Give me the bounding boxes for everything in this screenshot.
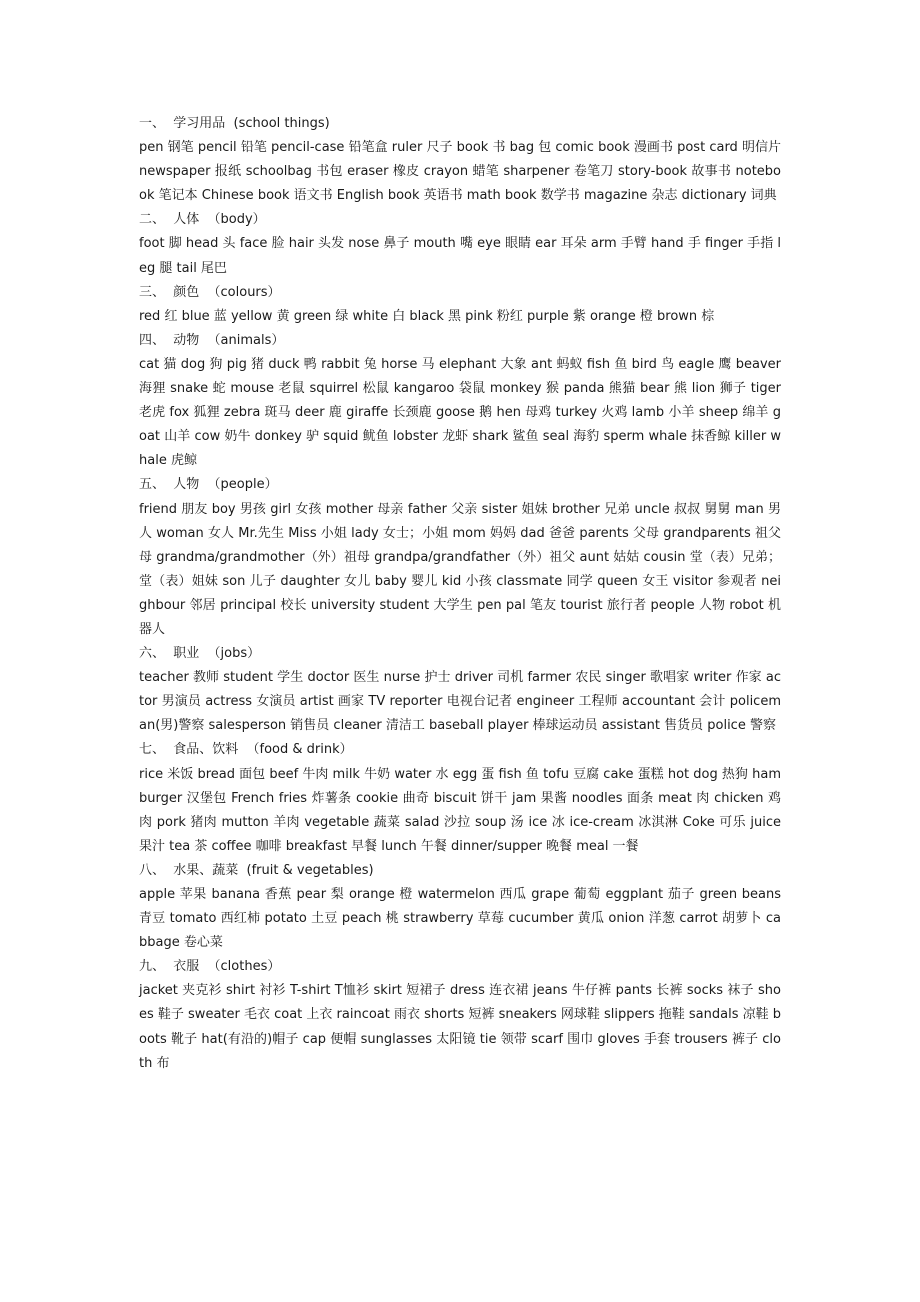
section-heading: 三、 颜色 （colours） (139, 284, 281, 300)
section-animals (139, 329, 781, 474)
section-body-parts (139, 208, 781, 280)
section-heading: 九、 衣服 （clothes） (139, 959, 281, 975)
section-heading: 八、 水果、蔬菜 (fruit & vegetables) (139, 862, 374, 878)
section-body: friend 朋友 boy 男孩 girl 女孩 mother 母亲 father 父亲 sister 姐妹 brother 兄弟 uncle 叔叔 舅舅 man 男人 woman 女人 Mr.先生 Miss 小姐 lady 女士；小姐 mom 妈妈 dad 爸爸 parents 父母 grandparents 祖父母 grandma/grandmother（外）祖母 grandpa/grandfather（外）祖父 aunt 姑姑 cousin 堂（表）兄弟；堂（表）姐妹 son 儿子 daughter 女儿 baby 婴儿 kid 小孩 classmate 同学 queen 女王 visitor 参观者 neighbour 邻居 principal 校长 university student 大学生 pen pal 笔友 tourist 旅行者 people 人物 robot 机器人 (139, 501, 781, 637)
section-heading: 四、 动物 （animals） (139, 332, 285, 348)
section-jobs (139, 642, 781, 738)
section-heading: 六、 职业 （jobs） (139, 646, 261, 662)
section-heading: 五、 人物 （people） (139, 477, 278, 493)
section-body: apple 苹果 banana 香蕉 pear 梨 orange 橙 watermelon 西瓜 grape 葡萄 eggplant 茄子 green beans 青豆 tomato 西红柿 potato 土豆 peach 桃 strawberry 草莓 cucumber 黄瓜 onion 洋葱 carrot 胡萝卜 cabbage 卷心菜 (139, 887, 781, 951)
section-clothes (139, 955, 781, 1075)
section-body: cat 猫 dog 狗 pig 猪 duck 鸭 rabbit 兔 horse 马 elephant 大象 ant 蚂蚁 fish 鱼 bird 鸟 eagle 鹰 beaver 海狸 snake 蛇 mouse 老鼠 squirrel 松鼠 kangaroo 袋鼠 monkey 猴 panda 熊猫 bear 熊 lion 狮子 tiger 老虎 fox 狐狸 zebra 斑马 deer 鹿 giraffe 长颈鹿 goose 鹅 hen 母鸡 turkey 火鸡 lamb 小羊 sheep 绵羊 goat 山羊 cow 奶牛 donkey 驴 squid 鱿鱼 lobster 龙虾 shark 鲨鱼 seal 海豹 sperm whale 抹香鲸 killer whale 虎鲸 (139, 356, 781, 469)
section-people (139, 473, 781, 642)
section-body: jacket 夹克衫 shirt 衬衫 T-shirt T恤衫 skirt 短裙子 dress 连衣裙 jeans 牛仔裤 pants 长裤 socks 袜子 shoes 鞋子 sweater 毛衣 coat 上衣 raincoat 雨衣 shorts 短裤 sneakers 网球鞋 slippers 拖鞋 sandals 凉鞋 boots 靴子 hat(有沿的)帽子 cap 便帽 sunglasses 太阳镜 tie 领带 scarf 围巾 gloves 手套 trousers 裤子 cloth 布 (139, 983, 781, 1071)
section-body: pen 钢笔 pencil 铅笔 pencil-case 铅笔盒 ruler 尺子 book 书 bag 包 comic book 漫画书 post card 明信片 newspaper 报纸 schoolbag 书包 eraser 橡皮 crayon 蜡笔 sharpener 卷笔刀 story-book 故事书 notebook 笔记本 Chinese book 语文书 English book 英语书 math book 数学书 magazine 杂志 dictionary 词典 (139, 140, 781, 204)
section-body: teacher 教师 student 学生 doctor 医生 nurse 护士 driver 司机 farmer 农民 singer 歌唱家 writer 作家 actor 男演员 actress 女演员 artist 画家 TV reporter 电视台记者 engineer 工程师 accountant 会计 policeman(男)警察 salesperson 销售员 cleaner 清洁工 baseball player 棒球运动员 assistant 售货员 police 警察 (139, 670, 781, 734)
section-fruit-vegetables (139, 859, 781, 955)
section-body: rice 米饭 bread 面包 beef 牛肉 milk 牛奶 water 水 egg 蛋 fish 鱼 tofu 豆腐 cake 蛋糕 hot dog 热狗 hamburger 汉堡包 French fries 炸薯条 cookie 曲奇 biscuit 饼干 jam 果酱 noodles 面条 meat 肉 chicken 鸡肉 pork 猪肉 mutton 羊肉 vegetable 蔬菜 salad 沙拉 soup 汤 ice 冰 ice-cream 冰淇淋 Coke 可乐 juice 果汁 tea 茶 coffee 咖啡 breakfast 早餐 lunch 午餐 dinner/supper 晚餐 meal 一餐 (139, 766, 781, 854)
vocabulary-document (139, 112, 781, 1076)
section-colours (139, 281, 781, 329)
section-food-drink (139, 738, 781, 858)
section-heading: 二、 人体 （body） (139, 212, 266, 228)
section-body: foot 脚 head 头 face 脸 hair 头发 nose 鼻子 mouth 嘴 eye 眼睛 ear 耳朵 arm 手臂 hand 手 finger 手指 leg 腿 tail 尾巴 (139, 236, 781, 276)
section-heading: 一、 学习用品 (school things) (139, 116, 330, 131)
section-school-things (139, 112, 781, 208)
section-body: red 红 blue 蓝 yellow 黄 green 绿 white 白 black 黑 pink 粉红 purple 紫 orange 橙 brown 棕 (139, 308, 715, 324)
section-heading: 七、 食品、饮料 （food & drink） (139, 742, 353, 758)
